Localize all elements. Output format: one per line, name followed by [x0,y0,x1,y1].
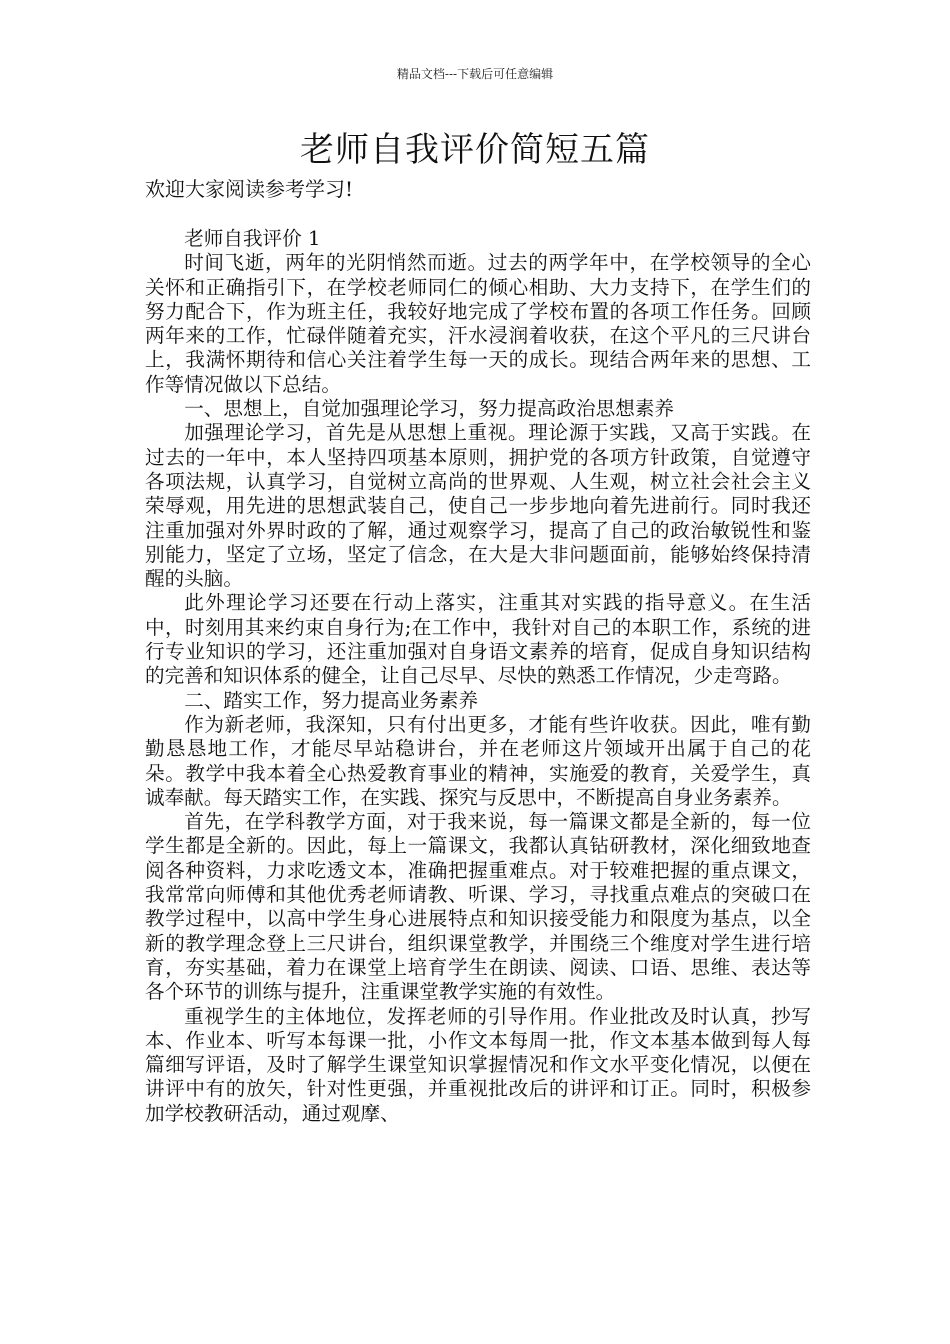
body-paragraph: 加强理论学习，首先是从思想上重视。理论源于实践，又高于实践。在过去的一年中，本人坚持四项基本原则，拥护党的各项方针政策，自觉遵守各项法规，认真学习，自觉树立高尚的世界观、人生观，树立社会社会主义荣辱观，用先进的思想武装自己，使自己一步步地向着先进前行。同时我还注重加强对外界时政的了解，通过观察学习，提高了自己的政治敏锐性和鉴别能力，坚定了立场，坚定了信念，在大是大非问题面前，能够始终保持清醒的头脑。 [145,421,811,591]
body-paragraph: 重视学生的主体地位，发挥老师的引导作用。作业批改及时认真，抄写本、作业本、听写本每课一批，小作文本每周一批，作文本基本做到每人每篇细写评语，及时了解学生课堂知识掌握情况和作文水平变化情况，以便在讲评中有的放矢，针对性更强，并重视批改后的讲评和订正。同时，积极参加学校教研活动，通过观摩、 [145,1004,811,1125]
document-title: 老师自我评价简短五篇 [300,130,650,170]
body-paragraph: 作为新老师，我深知，只有付出更多，才能有些许收获。因此，唯有勤勤恳恳地工作，才能尽早站稳讲台，并在老师这片领域开出属于自己的花朵。教学中我本着全心热爱教育事业的精神，实施爱的教育，关爱学生，真诚奉献。每天踏实工作，在实践、探究与反思中，不断提高自身业务素养。 [145,712,811,809]
body-paragraph: 此外理论学习还要在行动上落实，注重其对实践的指导意义。在生活中，时刻用其来约束自身行为;在工作中，我针对自己的本职工作，系统的进行专业知识的学习，还注重加强对自身语文素养的培育，促成自身知识结构的完善和知识体系的健全，让自己尽早、尽快的熟悉工作情况，少走弯路。 [145,591,811,688]
document-body [145,227,811,1126]
intro-line: 欢迎大家阅读参考学习! [145,177,354,201]
body-paragraph: 首先，在学科教学方面，对于我来说，每一篇课文都是全新的，每一位学生都是全新的。因此，每上一篇课文，我都认真钻研教材，深化细致地查阅各种资料，力求吃透文本，准确把握重难点。对于较难把握的重点课文，我常常向师傅和其他优秀老师请教、听课、学习，寻找重点难点的突破口在教学过程中，以高中学生身心进展特点和知识接受能力和限度为基点，以全新的教学理念登上三尺讲台，组织课堂教学，并围绕三个维度对学生进行培育，夯实基础，着力在课堂上培育学生在朗读、阅读、口语、思维、表达等各个环节的训练与提升，注重课堂教学实施的有效性。 [145,810,811,1004]
header-note: 精品文档---下载后可任意编辑 [396,67,554,81]
section-heading-1: 老师自我评价 1 [184,227,321,250]
section-heading-3: 二、踏实工作，努力提高业务素养 [184,688,479,712]
body-paragraph: 时间飞逝，两年的光阴悄然而逝。过去的两学年中，在学校领导的全心关怀和正确指引下，在学校老师同仁的倾心相助、大力支持下，在学生们的努力配合下，作为班主任，我较好地完成了学校布置的各项工作任务。回顾两年来的工作，忙碌伴随着充实，汗水浸润着收获，在这个平凡的三尺讲台上，我满怀期待和信心关注着学生每一天的成长。现结合两年来的思想、工作等情况做以下总结。 [145,251,811,396]
section-heading-2: 一、思想上，自觉加强理论学习，努力提高政治思想素养 [184,397,675,421]
